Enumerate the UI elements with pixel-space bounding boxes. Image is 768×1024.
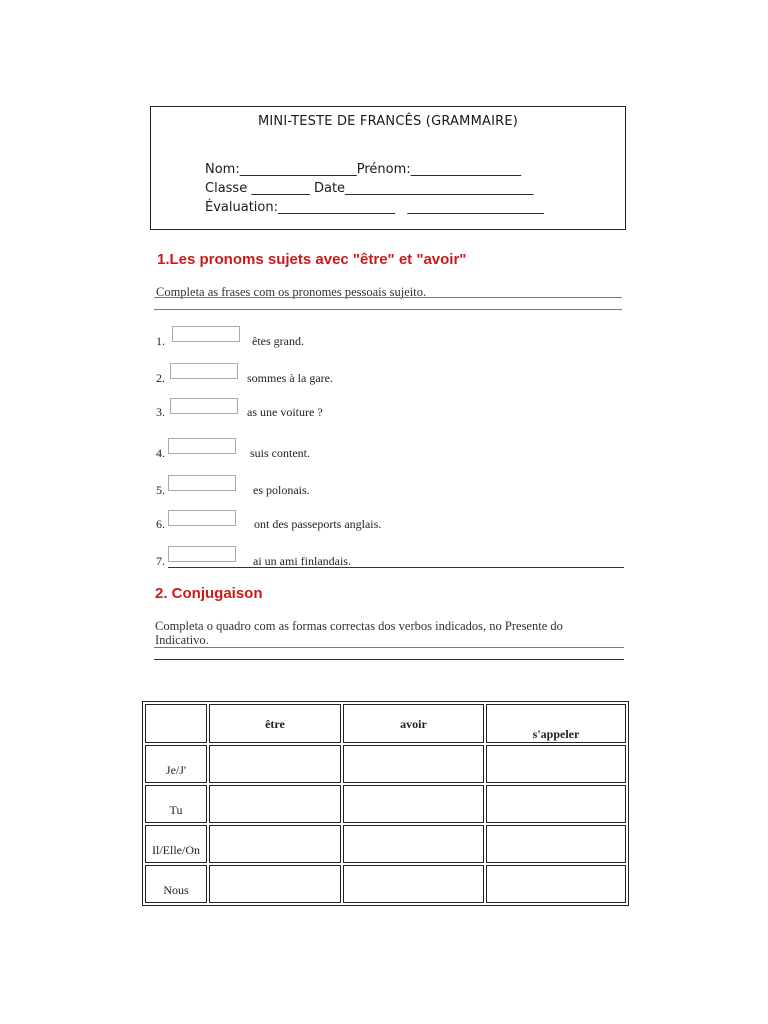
item-number: 2.: [156, 371, 165, 385]
answer-box-2[interactable]: [170, 363, 238, 379]
table-header-cell: avoir: [343, 704, 484, 743]
item-text: ont des passeports anglais.: [254, 517, 382, 531]
answer-cell[interactable]: [343, 825, 484, 863]
answer-cell[interactable]: [486, 785, 626, 823]
answer-cell[interactable]: [209, 825, 341, 863]
table-header-cell: s'appeler: [486, 704, 626, 743]
divider-line: [154, 309, 622, 310]
section2-instruction-line1: Completa o quadro com as formas correctas dos verbos indicados, no Presente do: [155, 619, 563, 633]
answer-cell[interactable]: [209, 865, 341, 903]
answer-box-7[interactable]: [168, 546, 236, 562]
section1-end-line: [168, 567, 624, 568]
answer-box-1[interactable]: [172, 326, 240, 342]
item-number: 6.: [156, 517, 165, 531]
table-row: [145, 745, 626, 783]
row-label: Il/Elle/On: [145, 825, 207, 863]
answer-cell[interactable]: [209, 785, 341, 823]
section2-heading: 2. Conjugaison: [155, 585, 263, 602]
answer-box-5[interactable]: [168, 475, 236, 491]
item-number: 5.: [156, 483, 165, 497]
divider-line: [154, 659, 624, 660]
item-text: es polonais.: [253, 483, 310, 497]
item-text: êtes grand.: [252, 334, 304, 348]
class-date-line: Classe _________ Date_____________________________: [205, 181, 534, 196]
instruction-underline: [154, 297, 622, 298]
instruction-underline: [154, 647, 624, 648]
item-text: as une voiture ?: [247, 405, 323, 419]
answer-cell[interactable]: [486, 865, 626, 903]
item-number: 3.: [156, 405, 165, 419]
answer-cell[interactable]: [343, 785, 484, 823]
section1-heading: 1.Les pronoms sujets avec "être" et "avoir": [157, 251, 467, 268]
worksheet-title: MINI-TESTE DE FRANCÊS (GRAMMAIRE): [257, 114, 519, 129]
answer-cell[interactable]: [343, 865, 484, 903]
item-text: suis content.: [250, 446, 310, 460]
item-text: sommes à la gare.: [247, 371, 333, 385]
row-label: Je/J': [145, 745, 207, 783]
answer-cell[interactable]: [486, 825, 626, 863]
table-header-row: [145, 704, 626, 743]
table-header-cell: être: [209, 704, 341, 743]
section1-instruction: Completa as frases com os pronomes pessoais sujeito.: [156, 285, 427, 299]
item-number: 4.: [156, 446, 165, 460]
table-row: [145, 825, 626, 863]
answer-cell[interactable]: [209, 745, 341, 783]
name-line: Nom:__________________Prénom:_________________: [205, 162, 522, 177]
answer-cell[interactable]: [486, 745, 626, 783]
header-box: [150, 106, 626, 230]
table-row: [145, 865, 626, 903]
table-row: [145, 785, 626, 823]
row-label: Tu: [145, 785, 207, 823]
table-header-cell: [145, 704, 207, 743]
section2-instruction-line2: Indicativo.: [155, 633, 209, 647]
item-text: ai un ami finlandais.: [253, 554, 351, 568]
row-label: Nous: [145, 865, 207, 903]
answer-box-6[interactable]: [168, 510, 236, 526]
conjugation-table: [142, 701, 629, 906]
answer-box-3[interactable]: [170, 398, 238, 414]
answer-cell[interactable]: [343, 745, 484, 783]
item-number: 1.: [156, 334, 165, 348]
answer-box-4[interactable]: [168, 438, 236, 454]
evaluation-line: Évaluation:__________________ _____________________: [205, 200, 544, 215]
item-number: 7.: [156, 554, 165, 568]
